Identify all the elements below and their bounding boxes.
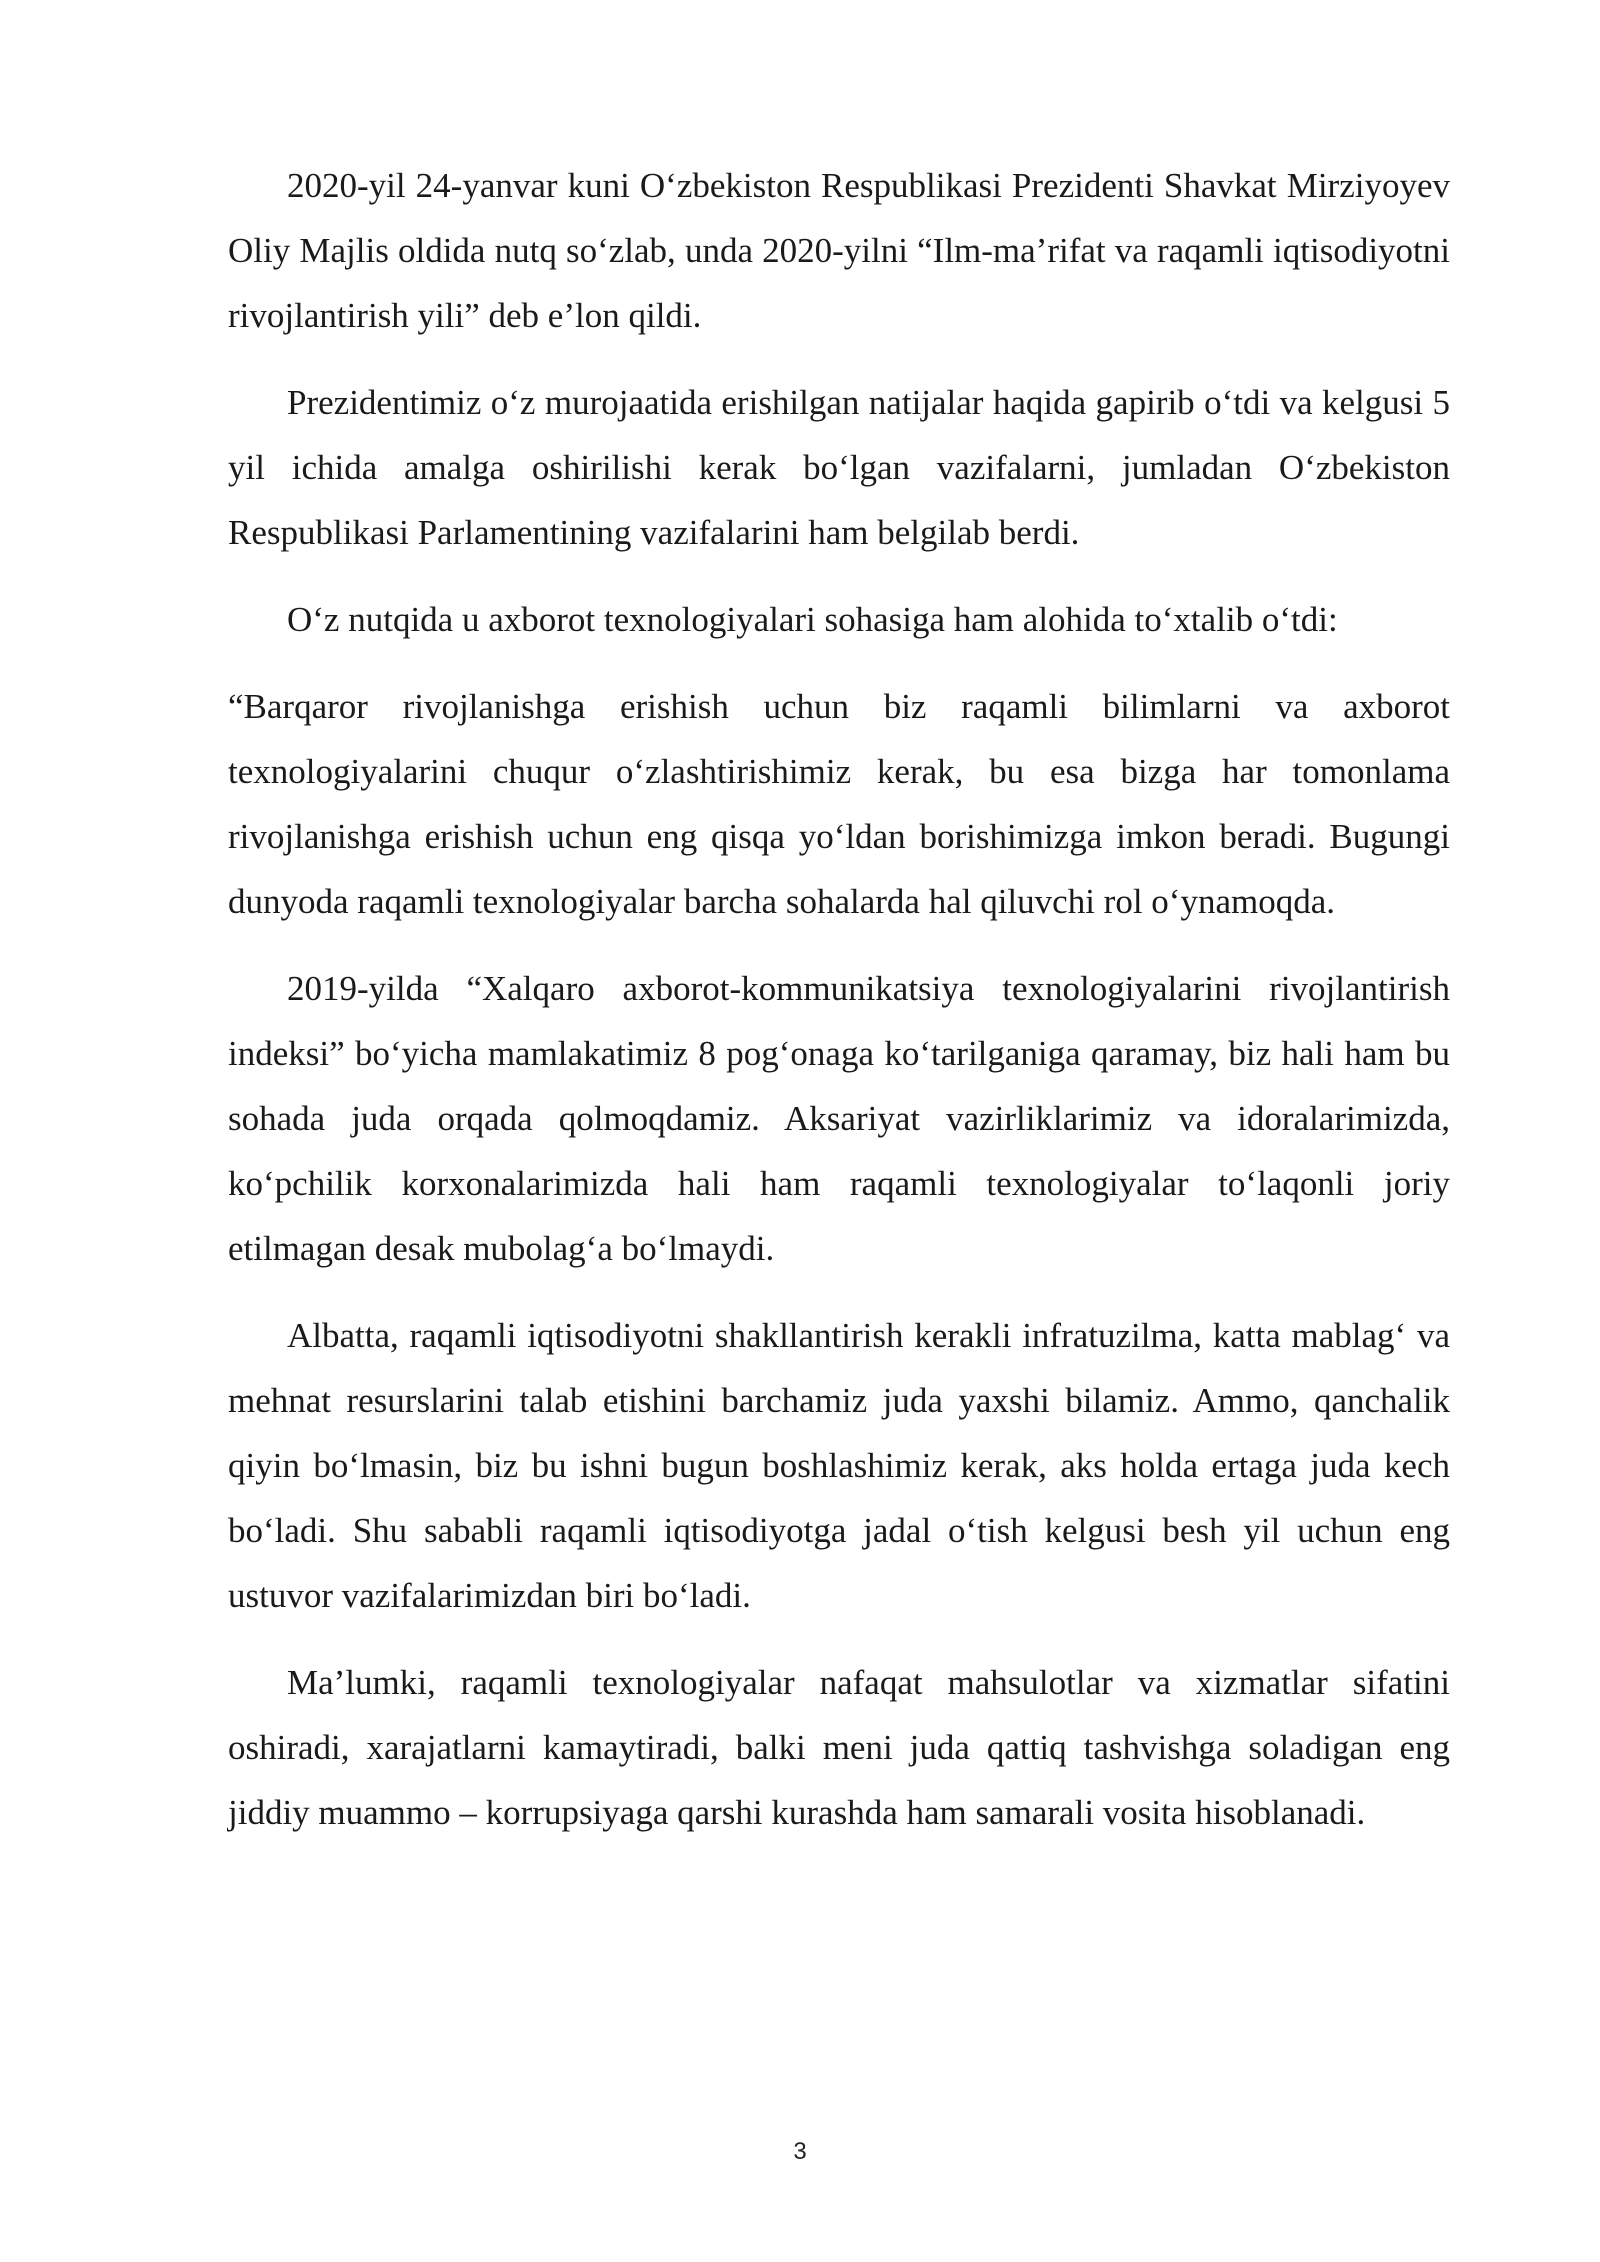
paragraph-intro: 2020-yil 24-yanvar kuni O‘zbekiston Respublikasi Prezidenti Shavkat Mirziyoyev Oliy Majlis oldida nutq so‘zlab, unda 2020-yilni “Ilm-ma’rifat va raqamli iqtisodiyotni rivojlantirish yili” deb e’lon qildi. bbox=[228, 166, 1450, 335]
paragraph-it-mention: O‘z nutqida u axborot texnologiyalari sohasiga ham alohida to‘xtalib o‘tdi: bbox=[287, 600, 1338, 639]
paragraph-infrastructure: Albatta, raqamli iqtisodiyotni shakllantirish kerakli infratuzilma, katta mablag‘ va mehnat resurslarini talab etishini barchamiz juda yaxshi bilamiz. Ammo, qanchalik qiyin bo‘lmasin, biz bu ishni bugun boshlashimiz kerak, aks holda ertaga juda kech bo‘ladi. Shu sababli raqamli iqtisodiyotga jadal o‘tish kelgusi besh yil uchun eng ustuvor vazifalarimizdan biri bo‘ladi. bbox=[228, 1316, 1450, 1615]
body-text bbox=[228, 153, 1450, 1867]
paragraph-corruption: Ma’lumki, raqamli texnologiyalar nafaqat mahsulotlar va xizmatlar sifatini oshiradi, xarajatlarni kamaytiradi, balki meni juda qattiq tashvishga soladigan eng jiddiy muammo – korrupsiyaga qarshi kurashda ham samarali vosita hisoblanadi. bbox=[228, 1663, 1450, 1832]
paragraph-president-address: Prezidentimiz o‘z murojaatida erishilgan natijalar haqida gapirib o‘tdi va kelgusi 5 yil ichida amalga oshirilishi kerak bo‘lgan vazifalarni, jumladan O‘zbekiston Respublikasi Parlamentining vazifalarini ham belgilab berdi. bbox=[228, 383, 1450, 552]
paragraph-quote-start: “Barqaror rivojlanishga erishish uchun biz raqamli bilimlarni va axborot texnologiyalarini chuqur o‘zlashtirishimiz kerak, bu esa bizga har tomonlama rivojlanishga erishish uchun eng qisqa yo‘ldan borishimizga imkon beradi. Bugungi dunyoda raqamli texnologiyalar barcha sohalarda hal qiluvchi rol o‘ynamoqda. bbox=[228, 687, 1450, 921]
paragraph-index-2019: 2019-yilda “Xalqaro axborot-kommunikatsiya texnologiyalarini rivojlantirish indeksi” bo‘yicha mamlakatimiz 8 pog‘onaga ko‘tarilganiga qaramay, biz hali ham bu sohada juda orqada qolmoqdamiz. Aksariyat vazirliklarimiz va idoralarimizda, ko‘pchilik korxonalarimizda hali ham raqamli texnologiyalar to‘laqonli joriy etilmagan desak mubolag‘a bo‘lmaydi. bbox=[228, 969, 1450, 1268]
page-number: 3 bbox=[793, 2138, 807, 2165]
